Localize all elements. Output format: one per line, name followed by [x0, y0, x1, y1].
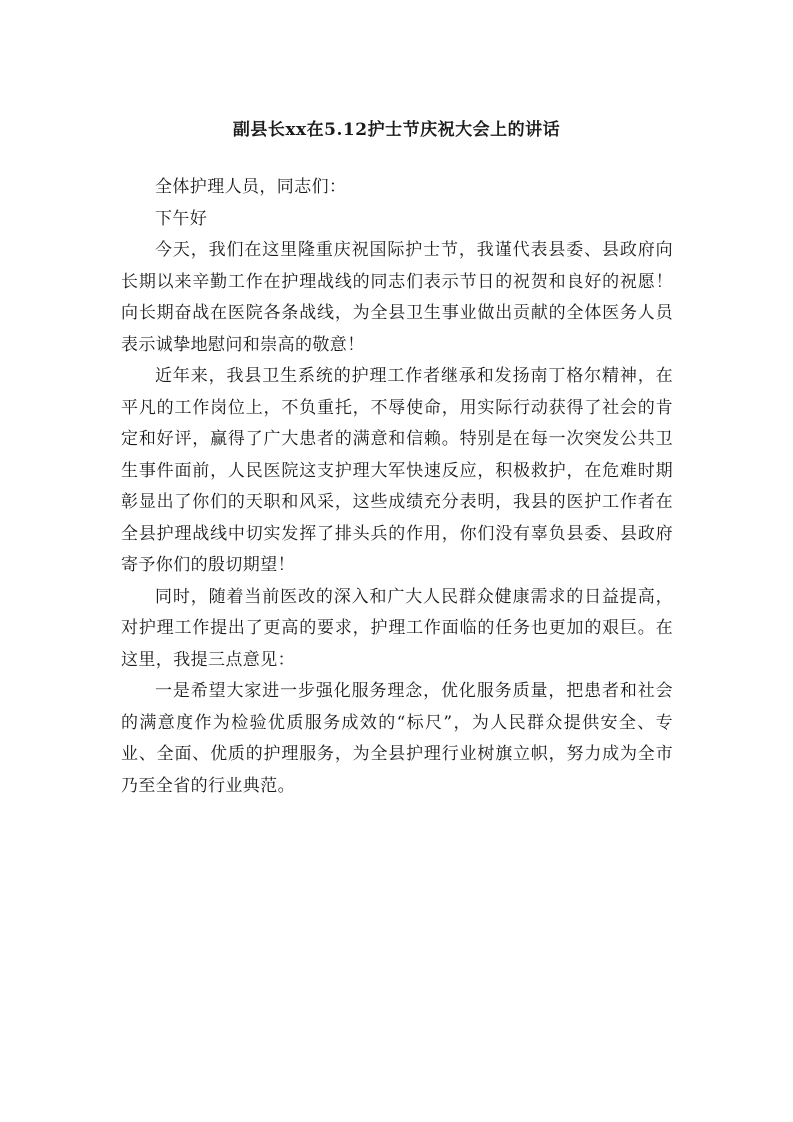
body-paragraph: 近年来，我县卫生系统的护理工作者继承和发扬南丁格尔精神，在平凡的工作岗位上，不负重托，不辱使命，用实际行动获得了社会的肯定和好评，赢得了广大患者的满意和信赖。特别是在每一次突发公共卫生事件面前，人民医院这支护理大军快速反应，积极救护，在危难时期彰显出了你们的天职和风采，这些成绩充分表明，我县的医护工作者在全县护理战线中切实发挥了排头兵的作用，你们没有辜负县委、县政府寄予你们的殷切期望！ [121, 366, 673, 575]
salutation-paragraph: 全体护理人员，同志们： [155, 177, 347, 197]
greeting-paragraph: 下午好 [155, 208, 208, 229]
document-title: 副县长xx在5.12护士节庆祝大会上的讲话 [232, 120, 561, 140]
body-paragraph: 一是希望大家进一步强化服务理念，优化服务质量，把患者和社会的满意度作为检验优质服务成效的“标尺”，为人民群众提供安全、专业、全面、优质的护理服务，为全县护理行业树旗立帜，努力成为全市乃至全省的行业典范。 [121, 681, 673, 796]
body-paragraph: 同时，随着当前医改的深入和广大人民群众健康需求的日益提高，对护理工作提出了更高的要求，护理工作面临的任务也更加的艰巨。在这里，我提三点意见： [121, 586, 673, 670]
document-body [121, 172, 673, 802]
body-paragraph: 今天，我们在这里隆重庆祝国际护士节，我谨代表县委、县政府向长期以来辛勤工作在护理战线的同志们表示节日的祝贺和良好的祝愿！向长期奋战在医院各条战线，为全县卫生事业做出贡献的全体医务人员表示诚挚地慰问和崇高的敬意！ [121, 240, 673, 355]
